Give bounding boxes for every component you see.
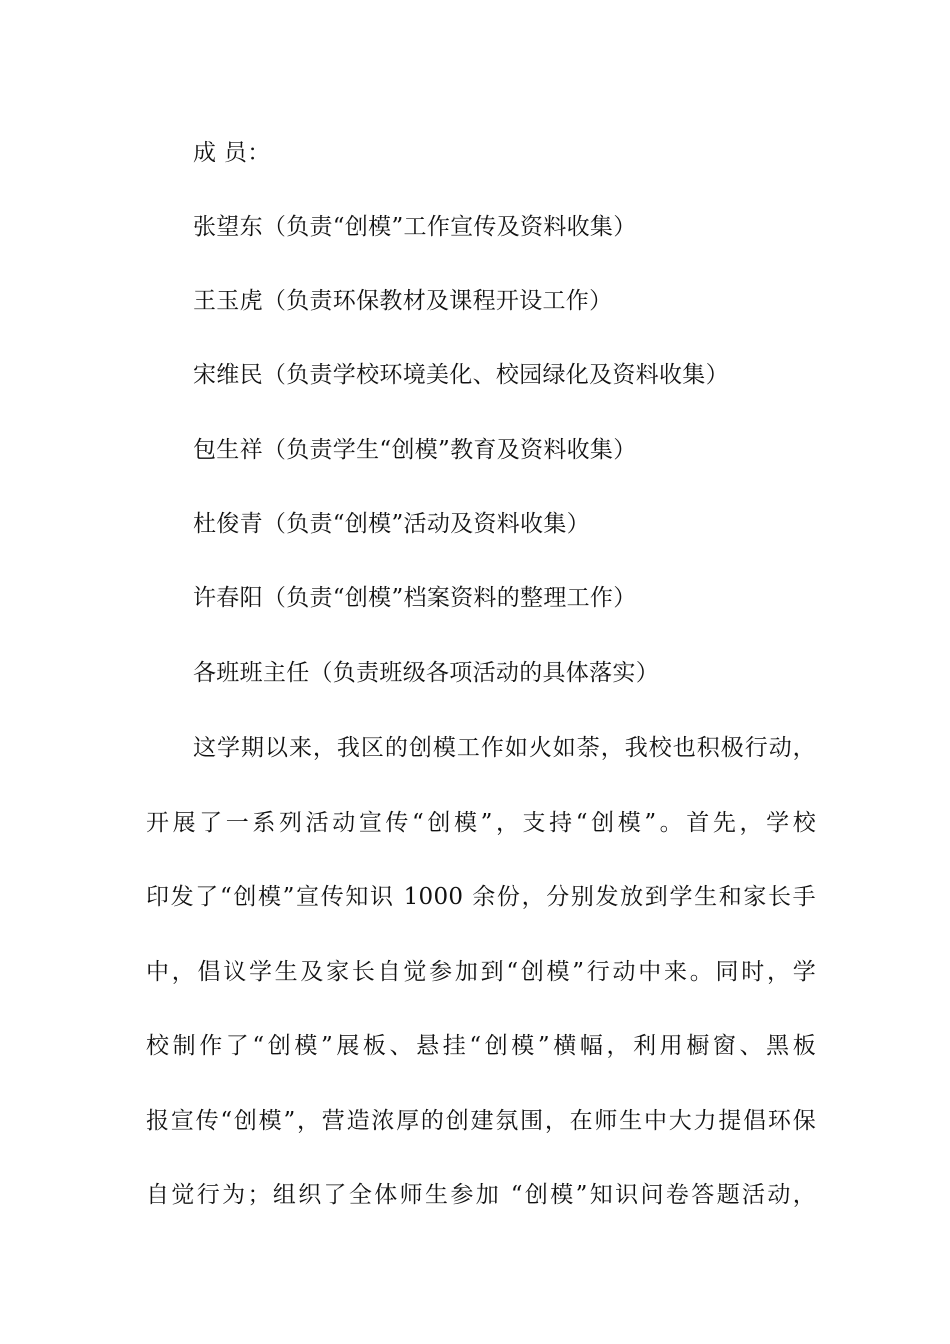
member-line: 包生祥（负责学生“创模”教育及资料收集） [193, 437, 637, 463]
member-line: 张望东（负责“创模”工作宣传及资料收集） [193, 214, 637, 240]
member-line: 许春阳（负责“创模”档案资料的整理工作） [193, 585, 637, 611]
paragraph-line: 校制作了“创模”展板、悬挂“创模”横幅，利用橱窗、黑板 [146, 1033, 816, 1059]
member-line: 宋维民（负责学校环境美化、校园绿化及资料收集） [193, 362, 729, 388]
paragraph-line: 中，倡议学生及家长自觉参加到“创模”行动中来。同时，学 [146, 959, 816, 985]
paragraph-line: 自觉行为；组织了全体师生参加 “创模”知识问卷答题活动， [146, 1182, 816, 1208]
paragraph-line: 开展了一系列活动宣传“创模”，支持“创模”。首先，学校 [146, 810, 816, 836]
member-line: 杜俊青（负责“创模”活动及资料收集） [193, 511, 590, 537]
paragraph-line: 这学期以来，我区的创模工作如火如荼，我校也积极行动， [193, 735, 816, 761]
member-line: 各班班主任（负责班级各项活动的具体落实） [193, 660, 659, 686]
paragraph-line: 印发了“创模”宣传知识 1000 余份，分别发放到学生和家长手 [146, 884, 816, 910]
paragraph-line: 报宣传“创模”，营造浓厚的创建氛围，在师生中大力提倡环保 [146, 1108, 816, 1134]
members-heading: 成 员： [193, 140, 271, 166]
member-line: 王玉虎（负责环保教材及课程开设工作） [193, 288, 613, 314]
